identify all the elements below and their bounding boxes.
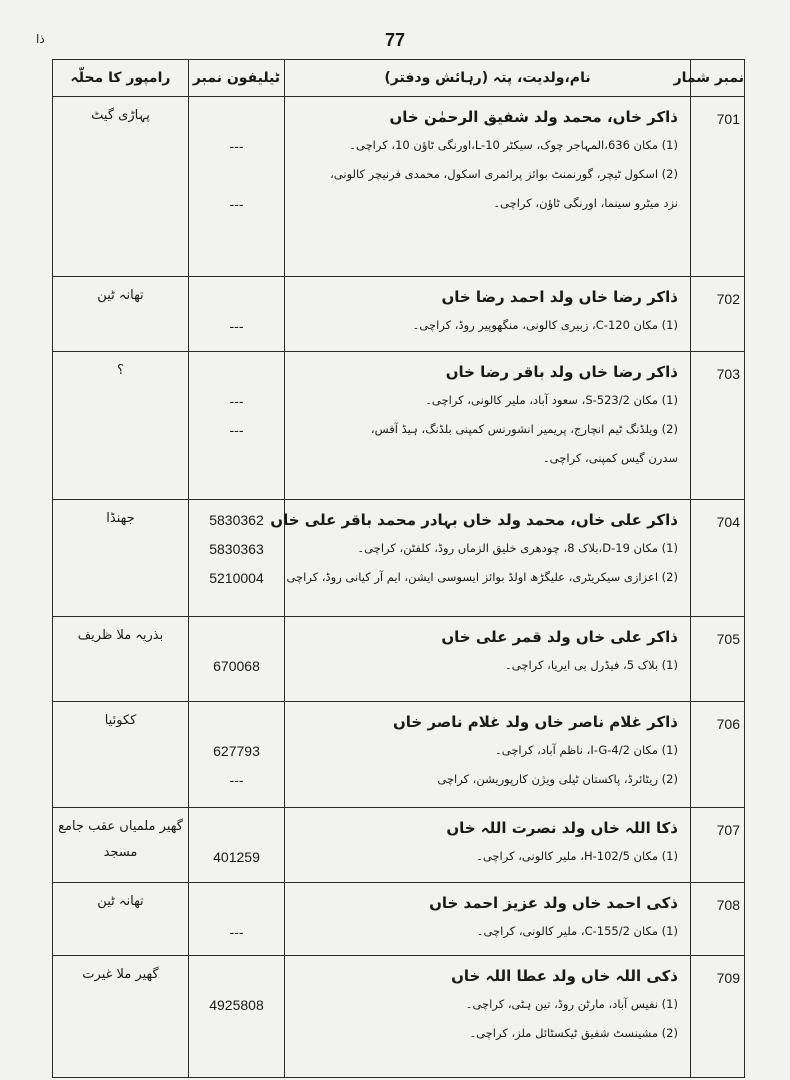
name-address-cell (285, 277, 691, 352)
phone-cell (189, 883, 285, 956)
name-address-cell (285, 702, 691, 808)
phone-number (189, 161, 284, 190)
address-line: (1) مکان C-120، زبیری کالونی، منگھوپیر روڈ، کراچی۔ (412, 318, 678, 332)
name-address-cell (285, 617, 691, 702)
address-line: (2) مشینسٹ شفیق ٹیکسٹائل ملز، کراچی۔ (469, 1026, 678, 1040)
phone-cell (189, 97, 285, 277)
phone-number: --- (229, 924, 244, 940)
serial-number: 709 (691, 956, 745, 1078)
phone-number: --- (229, 422, 244, 438)
person-name: ذاکر رضا خاں ولد باقر رضا خاں (445, 363, 678, 381)
phone-number: --- (229, 772, 244, 788)
person-name: ذاکر علی خاں ولد قمر علی خاں (441, 628, 678, 646)
name-address-cell (285, 883, 691, 956)
phone-number: 401259 (213, 849, 260, 865)
address-line: (1) مکان H-102/5، ملیر کالونی، کراچی۔ (476, 849, 678, 863)
person-name: ذاکر رضا خاں ولد احمد رضا خاں (441, 288, 678, 306)
address-line: (2) ویلڈنگ ٹیم انچارج، پریمیر انشورنس کمپنی بلڈنگ، ہیڈ آفس، (370, 422, 678, 436)
phone-number (189, 358, 284, 387)
phone-number (189, 889, 284, 918)
phone-cell (189, 702, 285, 808)
phone-number (189, 283, 284, 312)
serial-number: 701 (691, 97, 745, 277)
phone-number (189, 708, 284, 737)
person-name: ذکی اللہ خاں ولد عطا اللہ خاں (451, 967, 678, 985)
phone-number: --- (229, 393, 244, 409)
table-row (53, 97, 745, 277)
phone-number (189, 103, 284, 132)
phone-number (189, 962, 284, 991)
address-line: (1) بلاک 5، فیڈرل بی ایریا، کراچی۔ (505, 658, 678, 672)
header-area: رامپور کا محلّہ (53, 60, 189, 97)
serial-number: 706 (691, 702, 745, 808)
serial-number: 702 (691, 277, 745, 352)
serial-number: 705 (691, 617, 745, 702)
serial-number: 703 (691, 352, 745, 500)
serial-number: 707 (691, 808, 745, 883)
table-row (53, 617, 745, 702)
phone-number: --- (229, 318, 244, 334)
area-locality: تھانہ ٹین (53, 883, 189, 956)
phone-number (189, 623, 284, 652)
address-line: (2) ریٹائرڈ، پاکستان ٹیلی ویژن کارپوریشن، کراچی (437, 772, 678, 786)
area-locality: گھیر ملا غیرت (53, 956, 189, 1078)
phone-cell (189, 617, 285, 702)
phone-number: 4925808 (209, 997, 264, 1013)
person-name: ذکی احمد خاں ولد عزیز احمد خاں (429, 894, 678, 912)
phone-cell (189, 277, 285, 352)
area-locality: بذریہ ملا ظریف (53, 617, 189, 702)
address-line: (1) مکان D-19،بلاک 8، چودھری خلیق الزماں روڈ، کلفٹن، کراچی۔ (357, 541, 678, 555)
phone-number: 5210004 (209, 570, 264, 586)
area-locality: ؟ (53, 352, 189, 500)
address-line: نزد میٹرو سینما، اورنگی ٹاؤن، کراچی۔ (493, 196, 678, 210)
phone-number: 627793 (213, 743, 260, 759)
table-row (53, 277, 745, 352)
header-phone: ٹیلیفون نمبر (189, 60, 285, 97)
address-line: (1) مکان C-155/2، ملیر کالونی، کراچی۔ (476, 924, 678, 938)
phone-number: --- (229, 196, 244, 212)
register-table (52, 59, 745, 1078)
person-name: ذاکر علی خاں، محمد ولد خاں بہادر محمد باقر علی خاں (270, 511, 678, 529)
area-locality: تھانہ ٹین (53, 277, 189, 352)
person-name: ذکا اللہ خاں ولد نصرت اللہ خاں (446, 819, 678, 837)
phone-cell (189, 352, 285, 500)
table-row (53, 500, 745, 617)
area-locality: پہاڑی گیٹ (53, 97, 189, 277)
address-line: (2) اسکول ٹیچر، گورنمنٹ بوائز پرائمری اسکول، محمدی فرنیچر کالونی، (330, 167, 678, 181)
serial-number: 708 (691, 883, 745, 956)
phone-number (189, 814, 284, 843)
name-address-cell (285, 352, 691, 500)
phone-cell (189, 956, 285, 1078)
table-row (53, 956, 745, 1078)
name-address-cell (285, 97, 691, 277)
address-line: (1) مکان 636،المہاجر چوک، سیکٹر L-10،اورنگی ٹاؤن 10، کراچی۔ (349, 138, 678, 152)
header-serial: نمبر شمار (691, 60, 745, 97)
page-number: 77 (384, 30, 406, 50)
address-line: (1) نفیس آباد، مارٹن روڈ، تین ہٹی، کراچی۔ (465, 997, 678, 1011)
phone-number: 670068 (213, 658, 260, 674)
person-name: ذاکر خاں، محمد ولد شفیق الرحمٰن خاں (389, 108, 678, 126)
name-address-cell (285, 808, 691, 883)
name-address-cell (285, 956, 691, 1078)
phone-cell (189, 808, 285, 883)
area-locality: جھنڈا (53, 500, 189, 617)
table-row (53, 702, 745, 808)
header-row (53, 60, 745, 97)
header-name: نام،ولدیت، پتہ (رہائش ودفتر) (285, 60, 691, 97)
phone-number: --- (229, 138, 244, 154)
address-line: (1) مکان I-G-4/2، ناظم آباد، کراچی۔ (495, 743, 678, 757)
table-row (53, 883, 745, 956)
address-line: سدرن گیس کمپنی، کراچی۔ (542, 451, 678, 465)
serial-number: 704 (691, 500, 745, 617)
address-line: (2) اعزازی سیکریٹری، علیگڑھ اولڈ بوائز ایسوسی ایشن، ایم آر کیانی روڈ، کراچی (286, 570, 678, 584)
table-row (53, 352, 745, 500)
corner-mark: ذا (36, 32, 45, 46)
area-locality: ککوئیا (53, 702, 189, 808)
table-row (53, 808, 745, 883)
area-locality: گھیر ملمیاں عقب جامع مسجد (53, 808, 189, 883)
person-name: ذاکر غلام ناصر خاں ولد غلام ناصر خاں (393, 713, 678, 731)
phone-number: 5830363 (209, 541, 264, 557)
phone-number: 5830362 (209, 512, 264, 528)
address-line: (1) مکان S-523/2، سعود آباد، ملیر کالونی، کراچی۔ (425, 393, 678, 407)
name-address-cell (270, 500, 691, 617)
